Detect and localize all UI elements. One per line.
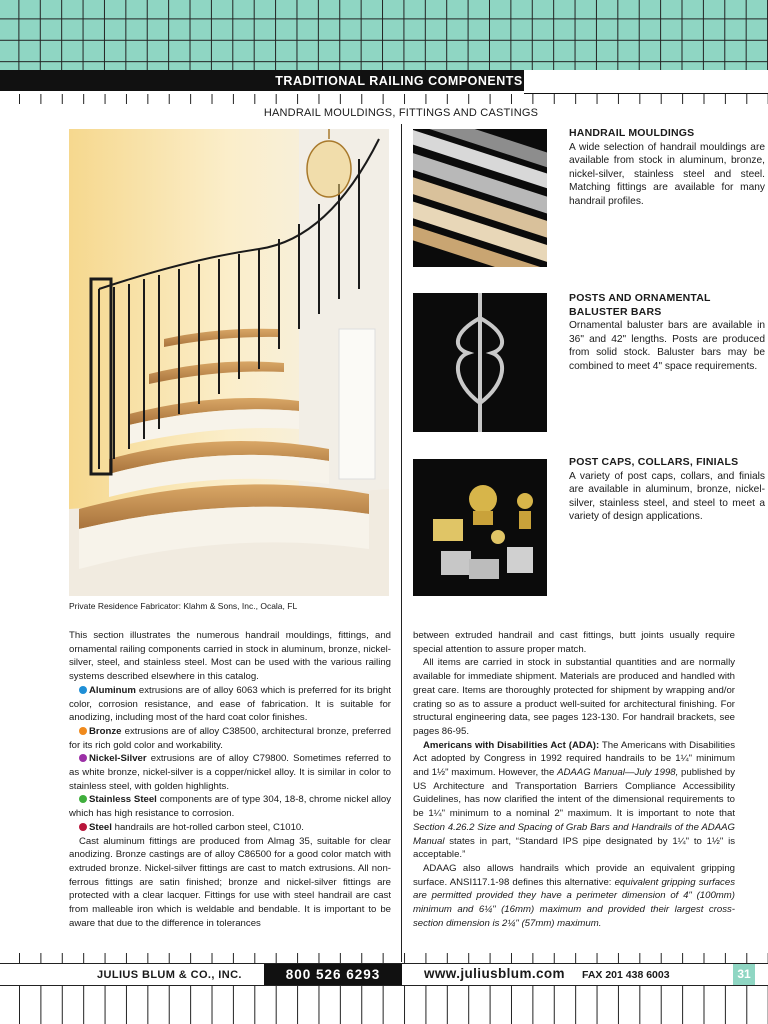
- column-divider: [401, 124, 402, 962]
- bullet-dot: [79, 823, 87, 831]
- castings-paragraph: Cast aluminum fittings are produced from Almag 35, suitable for clear anodizing. Bronze castings are of alloy C86500 for a good color match with extruded bronze. Nickel-silver fittings are cast to match extrusions. All non-ferrous fittings are satin finished; bronze and nickel-silver fittings are protected with a clear lacquer. Fittings for use with steel handrail are cast from malleable iron which is weldable and bendable. It is important to be aware that due to the difference in tolerances: [69, 835, 391, 929]
- sidebar-body: A wide selection of handrail mouldings are available from stock in aluminum, bronze, nickel-silver, stainless steel and steel. Matching fittings are available for many handrail profiles.: [569, 141, 765, 207]
- post-caps-finials-photo: [413, 459, 547, 596]
- title-bar: [0, 70, 768, 94]
- page-number: 31: [733, 964, 755, 985]
- sidebar-heading: POSTS AND ORNAMENTAL BALUSTER BARS: [569, 292, 711, 318]
- sidebar-heading: POST CAPS, COLLARS, FINIALS: [569, 456, 739, 468]
- ada-paragraph: Americans with Disabilities Act (ADA): The Americans with Disabilities Act adopted by Congress in 1992 required handrails to be 1¼" minimum and 1½" maximum. However, the ADAAG Manual—July 1998, published by US Architecture and Transportation Barriers Compliance Accessibility Guidelines, has now clarified the intent of the dimensional requirements to be 1¼" minimum to a nominal 2" maximum. It is important to note that Section 4.26.2 Size and Spacing of Grab Bars and Handrails of the ADAAG Manual states in part, “Standard IPS pipe designated by 1¼" to 1½" is acceptable.”: [413, 739, 735, 861]
- page-subtitle: HANDRAIL MOULDINGS, FITTINGS AND CASTINGS: [263, 107, 539, 119]
- footer: [0, 964, 768, 985]
- material-bronze: Bronze extrusions are of alloy C38500, architectural bronze, preferred for its rich gold color and workability.: [69, 725, 391, 751]
- intro-paragraph: This section illustrates the numerous handrail mouldings, fittings, and ornamental railing components carried in stock in aluminum, bronze, nickel-silver, steel, and stainless steel. Most can be used with the various railing systems described elsewhere in this catalog.: [69, 630, 391, 683]
- company-name: JULIUS BLUM & CO., INC.: [97, 969, 242, 981]
- sidebar-body: Ornamental baluster bars are available in 36" and 42" lengths. Posts are produced from solid stock. Baluster bars may be combined to meet 4" space requirements.: [569, 320, 765, 372]
- sidebar-post-caps: [569, 456, 765, 524]
- handrail-mouldings-photo: [413, 129, 547, 267]
- sidebar-handrail-mouldings: [569, 127, 765, 209]
- bullet-dot: [79, 754, 87, 762]
- material-aluminum: Aluminum extrusions are of alloy 6063 which is preferred for its bright color, corrosion resistance, and ease of fabrication. It is suitable for anodizing, including most of the hard coat color finishes.: [69, 684, 391, 724]
- material-stainless-steel: Stainless Steel components are of type 304, 18-8, chrome nickel alloy which has high resistance to corrosion.: [69, 794, 391, 820]
- material-steel: Steel handrails are hot-rolled carbon steel, C1010.: [69, 821, 391, 835]
- sidebar-posts-baluster-bars: [569, 292, 765, 374]
- footer-bottom-ticks: [0, 986, 768, 1024]
- material-nickel-silver: Nickel-Silver extrusions are of alloy C79800. Sometimes referred to as white bronze, nickel-silver is a copper/nickel alloy. It is similar in color to stainless steel, with golden highlights.: [69, 753, 391, 792]
- title-bar-notch: [524, 70, 768, 94]
- sidebar-heading: HANDRAIL MOULDINGS: [569, 127, 695, 139]
- bullet-dot: [79, 727, 87, 735]
- website-link[interactable]: www.juliusblum.com: [424, 966, 565, 981]
- sidebar-body: A variety of post caps, collars, and finials are available in aluminum, bronze, nickel-silver, stainless steel, and steel to meet a variety of design applications.: [569, 470, 765, 523]
- continuation-paragraph: between extruded handrail and cast fittings, butt joints usually require special attention to assure proper match.: [413, 630, 735, 655]
- bullet-dot: [79, 795, 87, 803]
- footer-top-ticks: [0, 953, 768, 963]
- bullet-dot: [79, 686, 87, 694]
- adaag-paragraph: ADAAG also allows handrails which provide an equivalent gripping surface. ANSI117.1-98 defines this alternative: equivalent gripping surfaces are permitted provided they have a perimeter dimension of 4" (100mm) minimum and 6¼" (16mm) maximum and provided their largest cross-section dimension is 2¼" (57mm) maximum.: [413, 862, 735, 929]
- staircase-photo: [69, 129, 389, 596]
- header-grid-pattern: [0, 0, 768, 74]
- page-title: TRADITIONAL RAILING COMPONENTS: [275, 74, 523, 88]
- photo-caption: Private Residence Fabricator: Klahm & Sons, Inc., Ocala, FL: [69, 601, 298, 611]
- baluster-bar-photo: [413, 293, 547, 432]
- right-text-column: [413, 629, 735, 930]
- stock-paragraph: All items are carried in stock in substantial quantities and are normally available for immediate shipment. Materials are produced and handled with great care. Items are thoroughly protected for shipment by wrapping and/or crating so as to assure a product well-suited for architectural finishing. For structural engineering data, see pages 123-130. For handrail brackets, see pages 86-95.: [413, 657, 735, 737]
- left-text-column: [69, 629, 391, 930]
- header-ticks: [0, 94, 768, 104]
- phone-number: 800 526 6293: [264, 964, 402, 986]
- fax-number: FAX 201 438 6003: [582, 969, 670, 981]
